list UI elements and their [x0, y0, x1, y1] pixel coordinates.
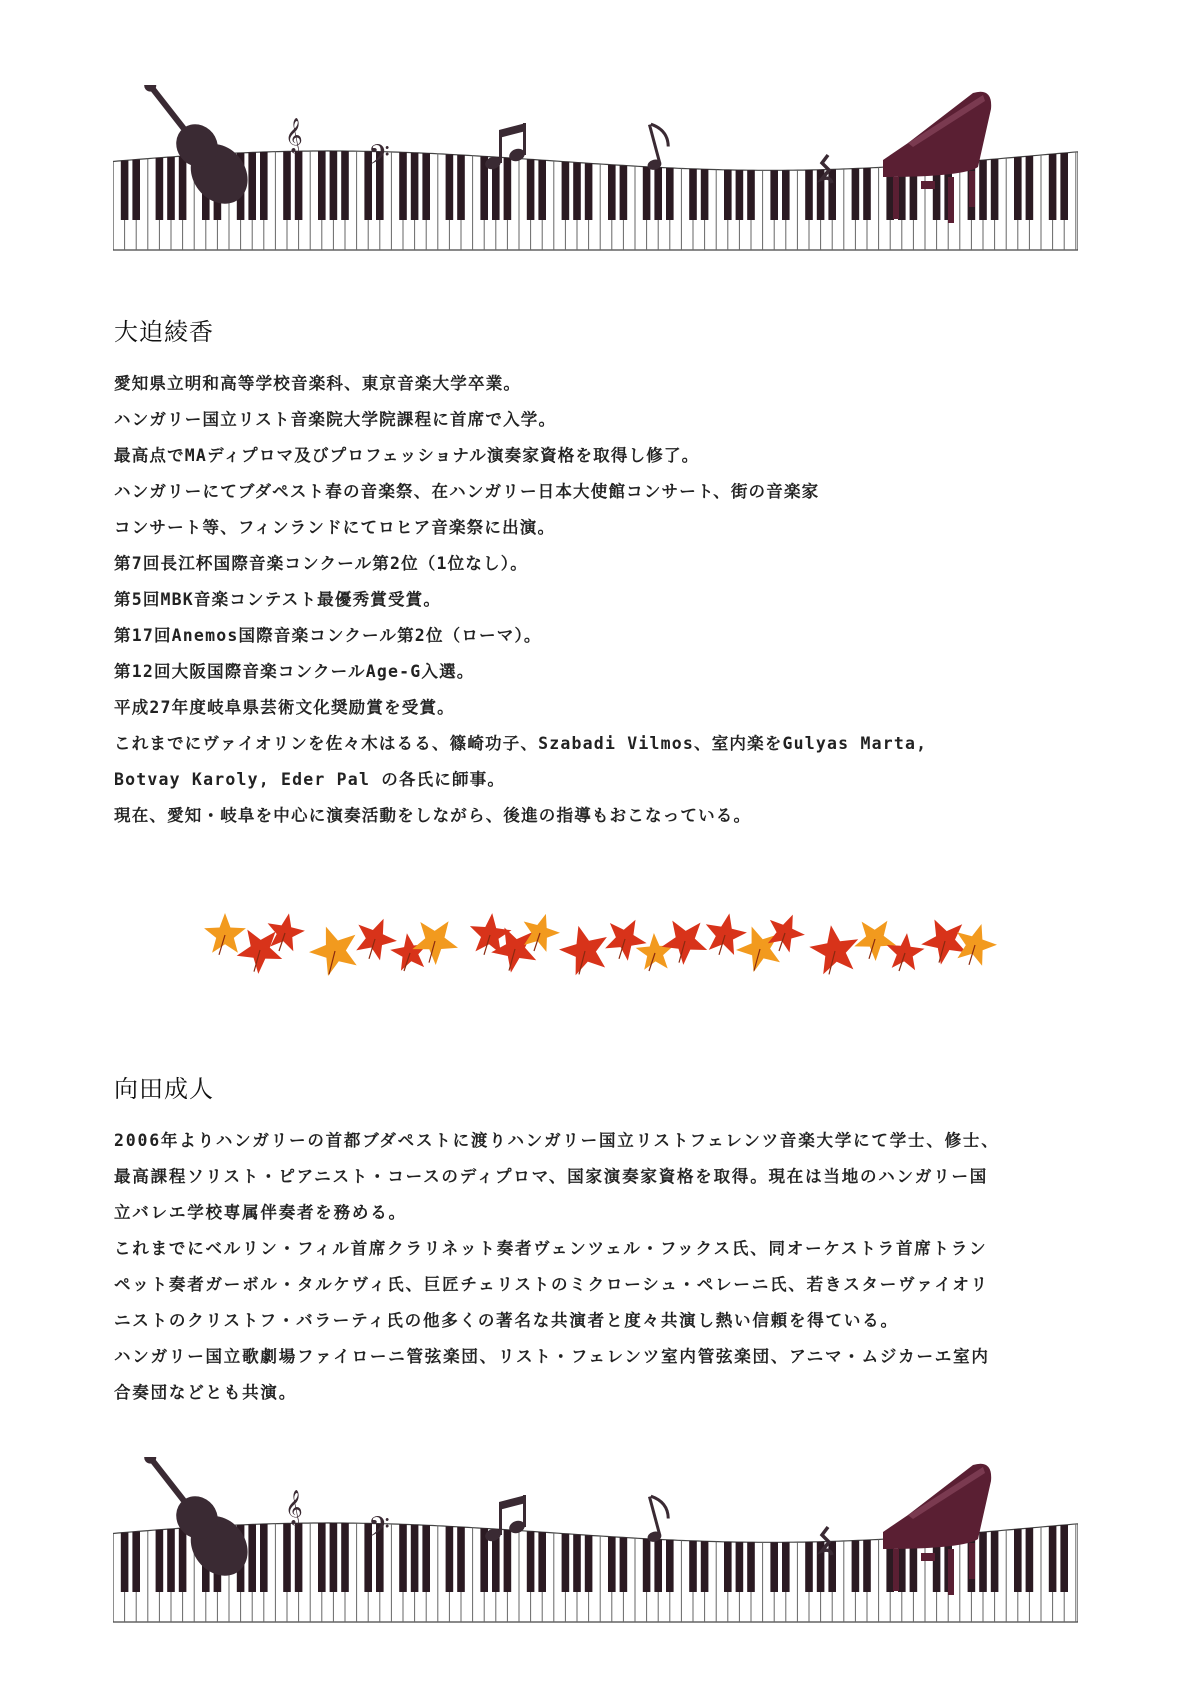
maple-leaves-divider	[185, 905, 1007, 987]
bio-line: 2006年よりハンガリーの首都ブダペストに渡りハンガリー国立リストフェレンツ音楽大学にて学士、修士、	[114, 1131, 1000, 1150]
music-banner-top	[113, 85, 1078, 255]
profile-bio-2	[114, 1123, 1084, 1411]
maple-leaf-icon	[268, 913, 305, 951]
maple-leaf-icon	[356, 919, 397, 961]
bass-clef-icon: 𝄢	[368, 139, 390, 179]
bio-line: 最高点でMAディプロマ及びプロフェッショナル演奏家資格を取得し修了。	[114, 446, 700, 465]
bio-line: 立バレエ学校専属伴奏者を務める。	[114, 1203, 407, 1222]
piano-keyboard-banner	[113, 85, 1078, 255]
bio-line: 現在、愛知・岐阜を中心に演奏活動をしながら、後進の指導もおこなっている。	[114, 806, 752, 825]
maple-leaf-icon	[887, 933, 925, 970]
maple-leaf-group	[204, 913, 997, 976]
bio-line: 第12回大阪国際音楽コンクールAge-G入選。	[114, 662, 475, 681]
profile-bio-1	[114, 366, 1084, 834]
bass-clef-icon: 𝄢	[368, 1511, 390, 1551]
maple-leaf-icon	[854, 921, 896, 961]
bio-line: Botvay Karoly, Eder Pal の各氏に師事。	[114, 770, 506, 789]
maple-leaf-icon	[809, 925, 858, 974]
bio-line: 平成27年度岐阜県芸術文化奨励賞を受賞。	[114, 698, 455, 717]
bio-line: ペット奏者ガーボル・タルケヴィ氏、巨匠チェリストのミクローシュ・ペレーニ氏、若きスターヴァイオリ	[114, 1275, 989, 1294]
bio-line: これまでにベルリン・フィル首席クラリネット奏者ヴェンツェル・フックス氏、同オーケストラ首席トラン	[114, 1239, 988, 1258]
maple-leaf-icon	[390, 933, 428, 971]
bio-line: 第7回長江杯国際音楽コンクール第2位（1位なし）。	[114, 554, 528, 573]
bio-line: 最高課程ソリスト・ピアニスト・コースのディプロマ、国家演奏家資格を取得。現在は当地のハンガリー国	[114, 1167, 989, 1186]
maple-leaf-icon	[768, 915, 805, 953]
bio-line: コンサート等、フィンランドにてロヒア音楽祭に出演。	[114, 518, 556, 537]
maple-leaf-icon	[921, 920, 966, 965]
treble-clef-icon: 𝄞	[285, 1490, 303, 1525]
profile-name-1: 大迫綾香	[114, 318, 214, 346]
treble-clef-icon: 𝄞	[285, 118, 303, 153]
bio-line: ハンガリー国立歌劇場ファイローニ管弦楽団、リスト・フェレンツ室内管弦楽団、アニマ・ムジカーエ室内	[114, 1347, 990, 1366]
maple-leaf-icon	[559, 926, 607, 975]
bio-line: 第5回MBK音楽コンテスト最優秀賞受賞。	[114, 590, 442, 609]
maple-leaf-icon	[957, 924, 997, 966]
maple-leaf-icon	[204, 913, 246, 953]
maple-leaf-icon	[605, 920, 647, 961]
eighth-note-icon	[637, 121, 674, 171]
bio-line: ニストのクリストフ・バラーティ氏の他多くの著名な共演者と度々共演し熱い信頼を得ている。	[114, 1311, 899, 1330]
music-banner-bottom	[113, 1457, 1078, 1627]
bio-line: 愛知県立明和高等学校音楽科、東京音楽大学卒業。	[114, 374, 522, 393]
eighth-note-icon	[637, 1493, 674, 1543]
piano-keyboard-banner	[113, 1457, 1078, 1627]
profile-name-2: 向田成人	[114, 1075, 214, 1103]
maple-leaf-icon	[636, 933, 674, 970]
bio-line: 合奏団などとも共演。	[114, 1383, 297, 1402]
maple-leaf-icon	[309, 927, 357, 976]
maple-leaves-icon	[185, 905, 1007, 987]
bio-line: ハンガリー国立リスト音楽院大学院課程に首席で入学。	[114, 410, 557, 429]
bio-line: これまでにヴァイオリンを佐々木はるる、篠崎功子、Szabadi Vilmos、室内楽をGulyas Marta,	[114, 734, 928, 753]
bio-line: ハンガリーにてブダペスト春の音楽祭、在ハンガリー日本大使館コンサート、街の音楽家	[114, 482, 820, 501]
bio-line: 第17回Anemos国際音楽コンクール第2位（ローマ）。	[114, 626, 542, 645]
maple-leaf-icon	[524, 914, 560, 952]
